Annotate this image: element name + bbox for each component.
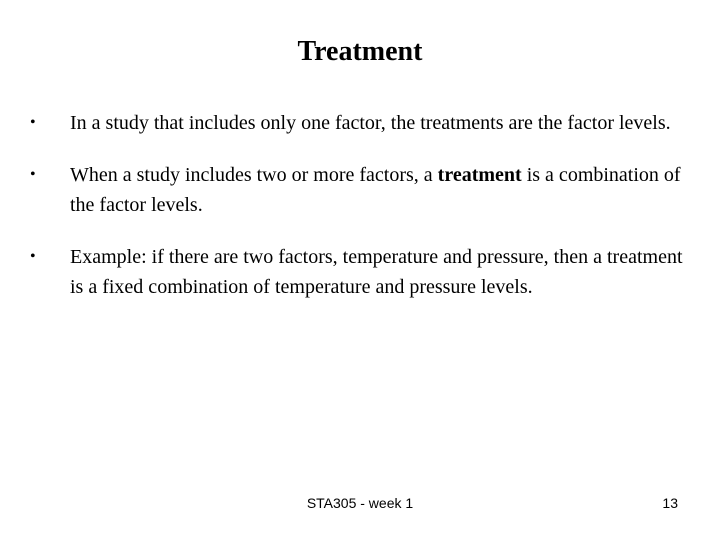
slide-title: Treatment xyxy=(297,36,423,67)
bullet-text: Example: if there are two factors, temperature and pressure, then a treatment is a fixed combination of temperature and pressure levels. xyxy=(70,246,683,298)
bullet-icon: • xyxy=(30,166,36,183)
bullet-icon: • xyxy=(30,248,36,265)
slide-footer: STA305 - week 1 xyxy=(306,495,414,511)
bullet-text: In a study that includes only one factor, the treatments are the factor levels. xyxy=(70,112,671,134)
bullet-item-1 xyxy=(30,108,690,138)
bullet-icon: • xyxy=(30,114,36,131)
bullet-text-bold-term: treatment xyxy=(437,164,522,186)
bullet-list xyxy=(30,108,690,324)
bullet-item-3 xyxy=(30,242,690,302)
page-number: 13 xyxy=(662,495,678,511)
bullet-text-after: is a combination of the factor levels. xyxy=(70,164,681,216)
bullet-text-before: When a study includes two or more factors, a xyxy=(70,164,438,186)
bullet-item-2 xyxy=(30,160,690,220)
